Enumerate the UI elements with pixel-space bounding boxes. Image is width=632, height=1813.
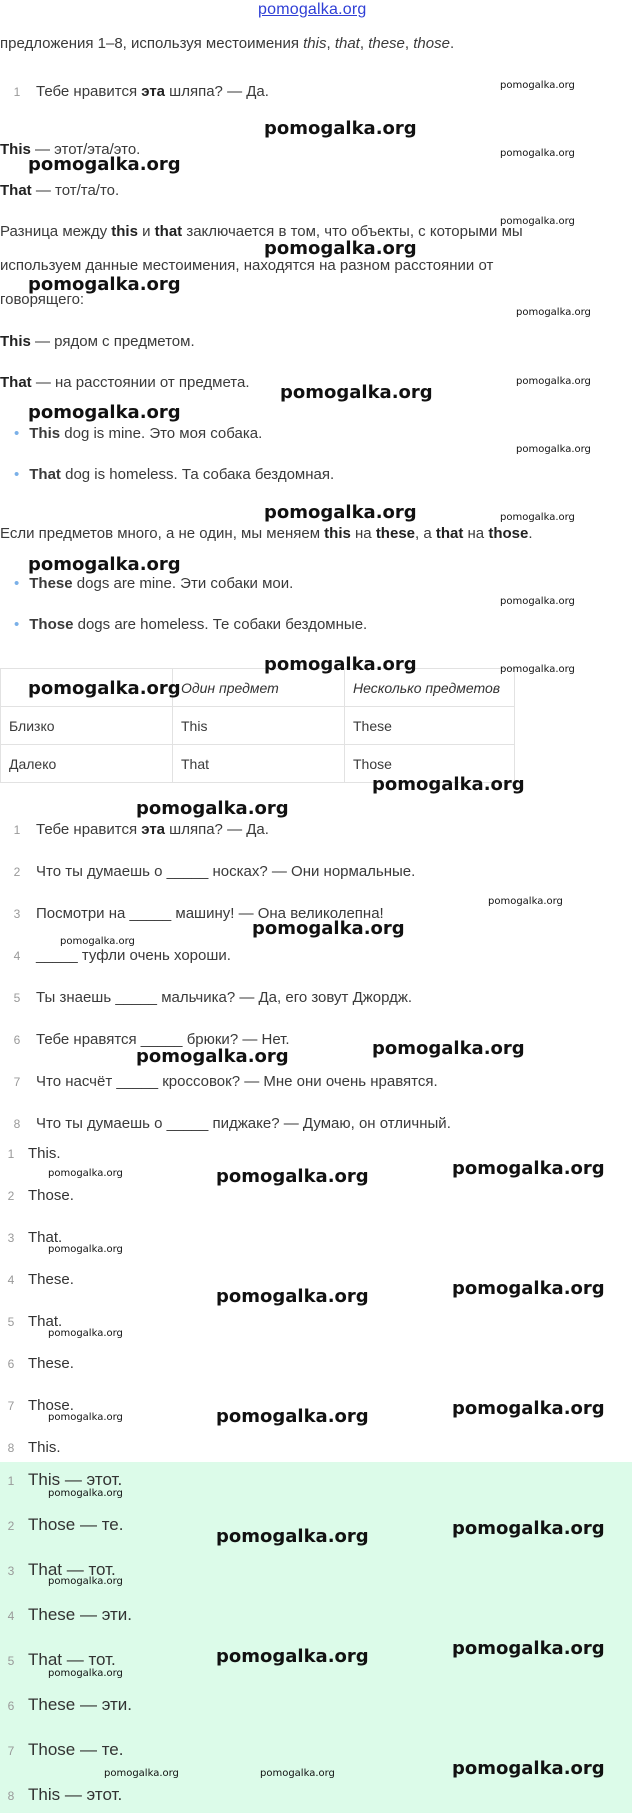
example-number: 1 [13, 85, 21, 99]
exercise-text: Тебе нравятся _____ брюки? — Нет. [36, 1031, 290, 1048]
watermark: pomogalka.org [500, 148, 575, 159]
table-cell: Those [345, 745, 515, 783]
watermark: pomogalka.org [48, 1168, 123, 1179]
that-definition [0, 181, 119, 201]
watermark: pomogalka.org [280, 382, 433, 403]
difference-paragraph-line1 [0, 222, 523, 242]
watermark: pomogalka.org [500, 512, 575, 523]
plural-rule [0, 524, 533, 544]
translation-text: This — этот. [28, 1470, 123, 1489]
watermark: pomogalka.org [264, 502, 417, 523]
exercise-text: Тебе нравится [36, 821, 142, 838]
task-sep: , [404, 35, 414, 52]
exercise-text-end: шляпа? — Да. [165, 821, 269, 838]
translation-number: 4 [7, 1609, 15, 1623]
diff-that: that [154, 223, 183, 240]
answer-text: This. [28, 1145, 61, 1162]
answer-item [4, 1145, 61, 1162]
exercise-text: _____ туфли очень хороши. [36, 947, 231, 964]
diff-this: this [111, 223, 138, 240]
exercise-text: Что ты думаешь о _____ носках? — Они нормальные. [36, 863, 416, 880]
exercise-text: Что ты думаешь о _____ пиджаке? — Думаю, он отличный. [36, 1115, 451, 1132]
task-sep: , [359, 35, 369, 52]
translation-text: These — эти. [28, 1695, 133, 1714]
exercise-item [8, 820, 269, 840]
translation-item [4, 1605, 132, 1625]
watermark: pomogalka.org [48, 1244, 123, 1255]
watermark: pomogalka.org [252, 918, 405, 939]
task-word-those: those [413, 35, 450, 52]
plural-these: these [375, 525, 415, 542]
watermark: pomogalka.org [48, 1412, 123, 1423]
watermark: pomogalka.org [104, 1768, 179, 1779]
plural-those: those [488, 525, 529, 542]
plural-comma: , а [415, 525, 436, 542]
translation-item [4, 1695, 132, 1715]
task-word-that: that [334, 35, 360, 52]
translation-item [4, 1470, 122, 1490]
translation-number: 1 [7, 1474, 15, 1488]
table-header-cell: Несколько предметов [345, 669, 515, 707]
ex3-text: dogs are mine. Эти собаки мои. [72, 575, 294, 592]
watermark: pomogalka.org [48, 1576, 123, 1587]
translation-number: 6 [7, 1699, 15, 1713]
answer-text: That. [28, 1313, 63, 1330]
near-word: This [0, 333, 31, 350]
answer-number: 3 [7, 1231, 15, 1245]
ex4-word: Those [29, 616, 74, 633]
difference-paragraph-line3: говорящего: [0, 291, 85, 308]
answer-number: 5 [7, 1315, 15, 1329]
answer-item [4, 1187, 74, 1204]
ex1-word: This [29, 425, 61, 442]
watermark: pomogalka.org [28, 402, 181, 423]
table-cell: That [173, 745, 345, 783]
plural-on2: на [463, 525, 489, 542]
ex3-word: These [29, 575, 73, 592]
example-list-item [14, 465, 334, 485]
table-row [1, 707, 515, 745]
exercise-highlight: эта [141, 821, 166, 838]
that-translation: — тот/та/то. [31, 182, 120, 199]
watermark: pomogalka.org [452, 1758, 605, 1779]
example-highlight: эта [141, 83, 166, 100]
answer-item [4, 1439, 61, 1456]
site-logo[interactable]: pomogalka.org [258, 1, 367, 18]
table-cell: Близко [1, 707, 173, 745]
watermark: pomogalka.org [264, 118, 417, 139]
watermark: pomogalka.org [216, 1406, 369, 1427]
watermark: pomogalka.org [264, 654, 417, 675]
answer-text: These. [28, 1271, 74, 1288]
exercise-item [8, 1072, 438, 1092]
watermark: pomogalka.org [60, 936, 135, 947]
exercise-item [8, 946, 231, 966]
watermark: pomogalka.org [500, 596, 575, 607]
watermark: pomogalka.org [452, 1158, 605, 1179]
exercise-item [8, 1114, 451, 1134]
watermark: pomogalka.org [48, 1668, 123, 1679]
exercise-item [8, 862, 415, 882]
this-word: This [0, 141, 31, 158]
answer-number: 1 [7, 1147, 15, 1161]
watermark: pomogalka.org [136, 1046, 289, 1067]
watermark: pomogalka.org [516, 307, 591, 318]
watermark: pomogalka.org [28, 554, 181, 575]
task-word-these: these [368, 35, 405, 52]
plural-this: this [324, 525, 351, 542]
exercise-number: 1 [13, 823, 21, 837]
table-header-cell: Один предмет [173, 669, 345, 707]
answer-number: 7 [7, 1399, 15, 1413]
translation-number: 8 [7, 1789, 15, 1803]
watermark: pomogalka.org [500, 664, 575, 675]
exercise-number: 4 [13, 949, 21, 963]
far-text: — на расстоянии от предмета. [31, 374, 250, 391]
diff-text-b: заключается в том, что объекты, с которыми мы [182, 223, 523, 240]
translation-text: This — этот. [28, 1785, 123, 1804]
task-end: . [449, 35, 455, 52]
plural-end: . [528, 525, 533, 542]
answer-item [4, 1355, 74, 1372]
task-intro: предложения 1–8, используя местоимения [0, 35, 304, 52]
answer-text: Those. [28, 1397, 74, 1414]
watermark: pomogalka.org [264, 238, 417, 259]
translation-number: 2 [7, 1519, 15, 1533]
watermark: pomogalka.org [488, 896, 563, 907]
plural-text: Если предметов много, а не один, мы меняем [0, 525, 325, 542]
table-cell: This [173, 707, 345, 745]
ex2-word: That [29, 466, 61, 483]
translation-item [4, 1650, 116, 1670]
watermark: pomogalka.org [216, 1166, 369, 1187]
task-word-this: this [303, 35, 327, 52]
translation-number: 3 [7, 1564, 15, 1578]
watermark: pomogalka.org [28, 154, 181, 175]
plural-on: на [350, 525, 376, 542]
ex2-text: dog is homeless. Та собака бездомная. [60, 466, 335, 483]
translation-text: These — эти. [28, 1605, 133, 1624]
watermark: pomogalka.org [216, 1646, 369, 1667]
far-word: That [0, 374, 32, 391]
example-text-c: шляпа? — Да. [165, 83, 269, 100]
example-list-item [14, 574, 293, 594]
watermark: pomogalka.org [452, 1638, 605, 1659]
example-list-item [14, 615, 367, 635]
answer-number: 2 [7, 1189, 15, 1203]
watermark: pomogalka.org [48, 1328, 123, 1339]
answer-number: 8 [7, 1441, 15, 1455]
watermark: pomogalka.org [452, 1398, 605, 1419]
translation-text: That — тот. [28, 1650, 116, 1669]
diff-text: Разница между [0, 223, 112, 240]
translation-text: Those — те. [28, 1740, 124, 1759]
exercise-number: 6 [13, 1033, 21, 1047]
difference-paragraph-line2: используем данные местоимения, находятся на разном расстоянии от [0, 257, 494, 274]
exercise-text: Что насчёт _____ кроссовок? — Мне они очень нравятся. [36, 1073, 438, 1090]
watermark: pomogalka.org [372, 1038, 525, 1059]
translation-text: Those — те. [28, 1515, 124, 1534]
task-instruction [0, 34, 454, 54]
that-word: That [0, 182, 32, 199]
watermark: pomogalka.org [516, 444, 591, 455]
diff-and: и [137, 223, 155, 240]
answer-text: This. [28, 1439, 61, 1456]
exercise-text: Посмотри на _____ машину! — Она великолепна! [36, 905, 384, 922]
watermark: pomogalka.org [260, 1768, 335, 1779]
answer-text: Those. [28, 1187, 74, 1204]
watermark: pomogalka.org [48, 1488, 123, 1499]
answer-number: 6 [7, 1357, 15, 1371]
watermark: pomogalka.org [216, 1526, 369, 1547]
watermark: pomogalka.org [28, 678, 181, 699]
watermark: pomogalka.org [516, 376, 591, 387]
watermark: pomogalka.org [216, 1286, 369, 1307]
translation-item [4, 1515, 123, 1535]
translation-number: 7 [7, 1744, 15, 1758]
near-rule [0, 332, 195, 352]
answer-number: 4 [7, 1273, 15, 1287]
exercise-item [8, 988, 412, 1008]
table-cell: Далеко [1, 745, 173, 783]
answer-text: These. [28, 1355, 74, 1372]
watermark: pomogalka.org [452, 1278, 605, 1299]
example-text-a: Тебе нравится [36, 83, 142, 100]
exercise-number: 7 [13, 1075, 21, 1089]
exercise-number: 3 [13, 907, 21, 921]
watermark: pomogalka.org [500, 80, 575, 91]
near-text: — рядом с предметом. [30, 333, 195, 350]
answer-item [4, 1271, 74, 1288]
example-list-item [14, 424, 262, 444]
translation-number: 5 [7, 1654, 15, 1668]
exercise-number: 5 [13, 991, 21, 1005]
watermark: pomogalka.org [452, 1518, 605, 1539]
ex1-text: dog is mine. Это моя собака. [60, 425, 263, 442]
task-sep: , [326, 35, 335, 52]
answer-text: That. [28, 1229, 63, 1246]
watermark: pomogalka.org [28, 274, 181, 295]
translation-text: That — тот. [28, 1560, 116, 1579]
table-cell: These [345, 707, 515, 745]
far-rule [0, 373, 250, 393]
watermark: pomogalka.org [136, 798, 289, 819]
watermark: pomogalka.org [500, 216, 575, 227]
exercise-text: Ты знаешь _____ мальчика? — Да, его зовут Джордж. [36, 989, 413, 1006]
watermark: pomogalka.org [372, 774, 525, 795]
example-sentence [8, 82, 269, 102]
translation-item [4, 1785, 122, 1805]
exercise-number: 8 [13, 1117, 21, 1131]
plural-that: that [435, 525, 464, 542]
this-translation: — этот/эта/это. [30, 141, 141, 158]
ex4-text: dogs are homeless. Те собаки бездомные. [73, 616, 368, 633]
translation-item [4, 1740, 123, 1760]
exercise-number: 2 [13, 865, 21, 879]
